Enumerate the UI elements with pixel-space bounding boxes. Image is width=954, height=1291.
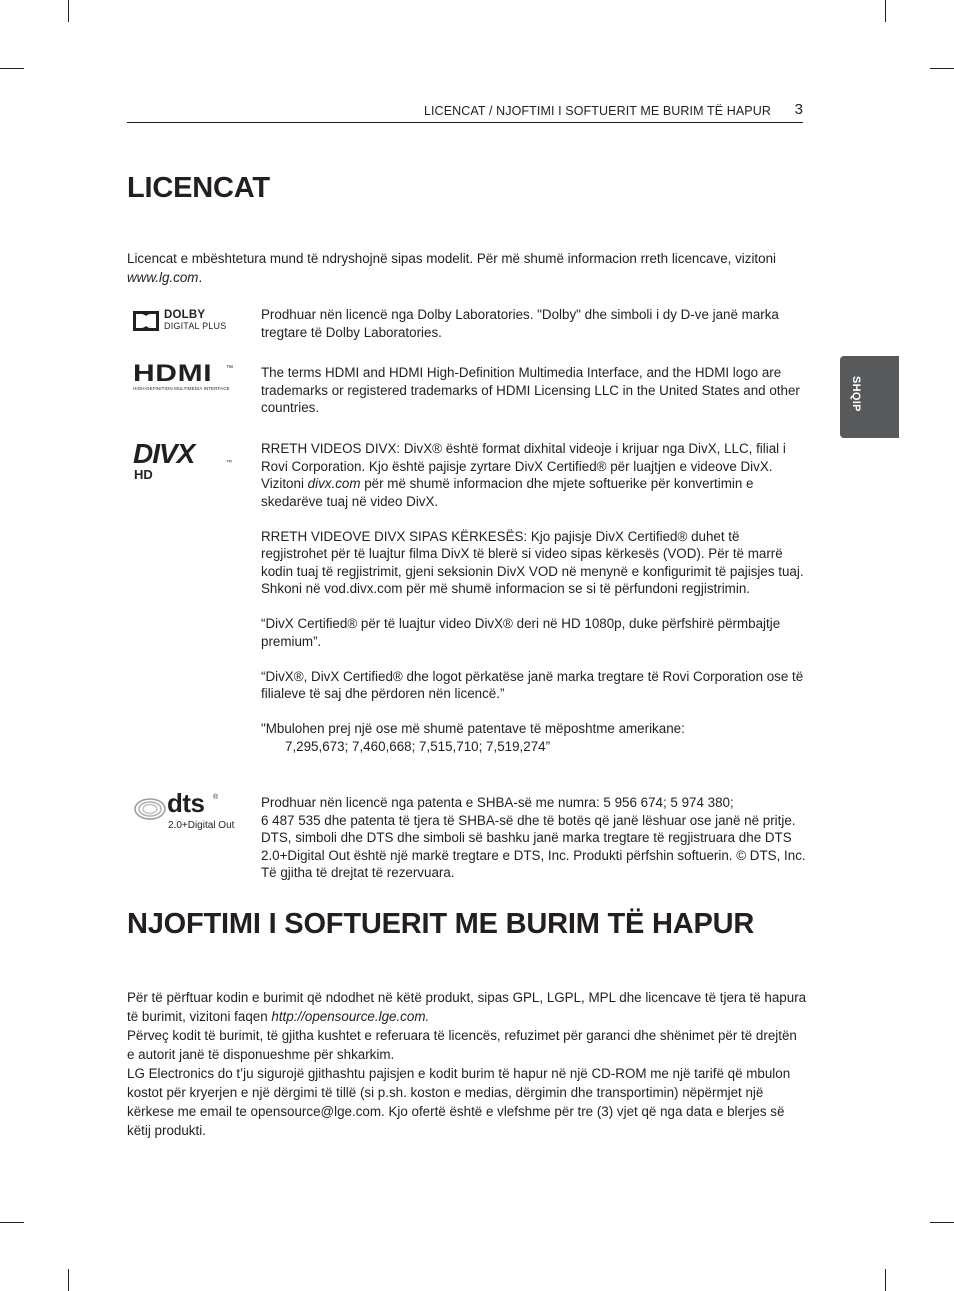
dolby-brand: DOLBY <box>164 309 206 321</box>
header-title: LICENCAT / NJOFTIMI I SOFTUERIT ME BURIM TË HAPUR <box>423 104 771 118</box>
dts-brand: dts <box>167 788 205 818</box>
section-title-licenses: LICENCAT <box>127 172 270 204</box>
open-source-paragraph: Përveç kodit të burimit, të gjitha kushtet e referuara të licencës, refuzimet për garanci dhe shënimet për të drejtën e autorit janë të disponueshme për shkarkim. <box>127 1028 797 1062</box>
lg-link[interactable]: www.lg.com <box>127 270 199 285</box>
licenses-intro: Licencat e mbështetura mund të ndryshojnë sipas modelit. Për më shumë informacion rreth licencave, vizitoni www.lg.com. <box>127 251 777 285</box>
divx-patents: 7,295,673; 7,460,668; 7,515,710; 7,519,274” <box>285 738 551 754</box>
divx-logo <box>133 438 233 484</box>
dolby-sub: DIGITAL PLUS <box>164 321 227 331</box>
dolby-logo <box>133 309 243 333</box>
crop-mark <box>885 0 886 22</box>
dolby-double-d-icon <box>133 311 159 331</box>
page-number: 3 <box>794 101 803 118</box>
opensource-link[interactable]: http://opensource.lge.com. <box>271 1009 430 1024</box>
divx-license-text <box>261 440 806 755</box>
language-tab <box>840 356 899 438</box>
divx-paragraph: “DivX Certified® për të luajtur video DivX® deri në HD 1080p, duke përfshirë përmbajtje premium”. <box>261 616 781 649</box>
crop-mark <box>68 0 69 22</box>
divx-paragraph: “DivX®, DivX Certified® dhe logot përkatëse janë marka tregtare të Rovi Corporation ose të filialeve të saj dhe përdoren nën licencë.” <box>261 668 804 701</box>
crop-mark <box>930 68 954 69</box>
page-header <box>127 100 803 123</box>
dts-logo <box>133 788 238 834</box>
section-title-open-source: NJOFTIMI I SOFTUERIT ME BURIM TË HAPUR <box>127 908 755 940</box>
language-tab-label: SHQIP <box>850 376 862 412</box>
hdmi-logo <box>133 360 233 393</box>
divx-sub: HD <box>134 467 153 482</box>
dolby-license-text: Prodhuar nën licencë nga Dolby Laboratories. "Dolby" dhe simboli i dy D-ve janë marka tregtare të Dolby Laboratories. <box>261 307 779 340</box>
dts-sub: 2.0+Digital Out <box>168 820 235 831</box>
hdmi-tm: ™ <box>226 365 233 372</box>
dts-license-text: Prodhuar nën licencë nga patenta e SHBA-së me numra: 5 956 674; 5 974 380; 6 487 535 dhe patenta të tjera të SHBA-së dhe të botës që janë lëshuar ose janë në pritje. DTS, simboli dhe DTS dhe simboli së bashku janë marka tregtare të regjistruara dhe DTS 2.0+Digital Out është një markë tregtare e DTS, Inc. Produkti përfshin softuerin. © DTS, Inc. Të gjitha të drejtat të rezervuara. <box>261 795 806 880</box>
hdmi-license-text: The terms HDMI and HDMI High-Definition Multimedia Interface, and the HDMI logo are trademarks or registered trademarks of HDMI Licensing LLC in the United States and other countries. <box>261 365 800 415</box>
crop-mark <box>0 1222 24 1223</box>
open-source-text <box>127 988 807 1140</box>
hdmi-sub: HIGH-DEFINITION MULTIMEDIA INTERFACE <box>133 386 230 391</box>
crop-mark <box>885 1269 886 1291</box>
crop-mark <box>0 68 24 69</box>
dts-reg: ® <box>213 794 219 801</box>
hdmi-brand: HDMI <box>133 360 213 387</box>
divx-brand: DIVX <box>133 438 195 469</box>
dts-disc-icon <box>133 796 167 822</box>
divx-tm: ™ <box>226 460 232 466</box>
open-source-paragraph: LG Electronics do t’ju sigurojë gjithashtu pajisjen e kodit burim të hapur në një CD-ROM me një tarifë që mbulon kostot për kryerjen e një dërgimi të tillë (si p.sh. koston e medias, dërgimin dhe transportimin) nëpërmjet një kërkese me email te opensource@lge.com. Kjo ofertë është e vlefshme për tre (3) vjet që nga data e blerjes së këtij produkti. <box>127 1066 791 1138</box>
open-source-paragraph: Për të përftuar kodin e burimit që ndodhet në këtë produkt, sipas GPL, LGPL, MPL dhe licencave të tjera të hapura të burimit, vizitoni faqen http://opensource.lge.com. <box>127 990 807 1024</box>
crop-mark <box>68 1269 69 1291</box>
divx-paragraph: "Mbulohen prej një ose më shumë patentave të mëposhtme amerikane: 7,295,673; 7,460,668; 7,515,710; 7,519,274” <box>261 721 685 754</box>
divx-paragraph: RRETH VIDEOVE DIVX SIPAS KËRKESËS: Kjo pajisje DivX Certified® duhet të regjistrohet për të luajtur filma DivX të blerë si video sipas kërkesës (VOD). Për të marrë kodin tuaj të regjistrimit, gjeni seksionin DivX VOD në menynë e konfigurimit të pajisjes tuaj. Shkoni në vod.divx.com për më shumë informacion se si të përfundoni regjistrimin. <box>261 528 804 596</box>
crop-mark <box>930 1222 954 1223</box>
divx-link[interactable]: divx.com <box>307 476 361 491</box>
divx-paragraph: RRETH VIDEOS DIVX: DivX® është format dixhital videoje i krijuar nga DivX, LLC, filial i Rovi Corporation. Kjo është pajisje zyrtare DivX Certified® për luajtjen e videove DivX. Vizitoni divx.com për më shumë informacion dhe mjete softuerike për konvertimin e skedarëve tuaj në video DivX. <box>261 441 786 509</box>
